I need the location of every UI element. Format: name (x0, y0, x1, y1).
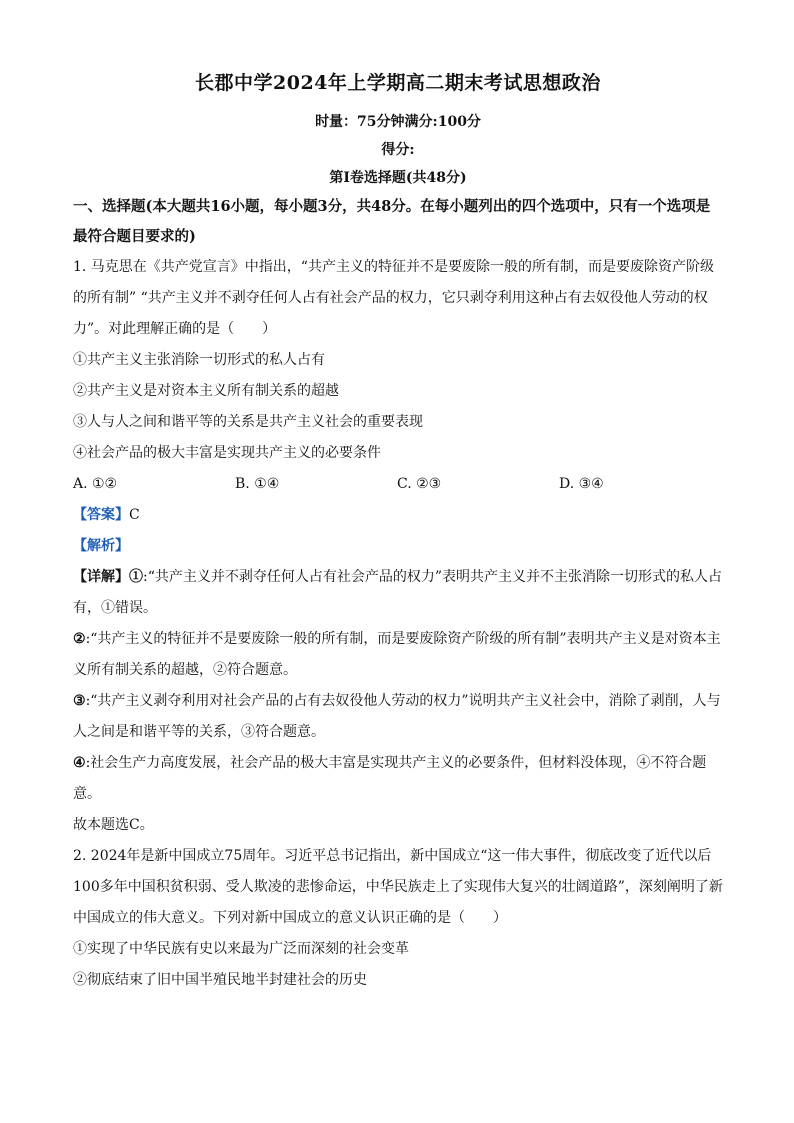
statement-item: ①共产主义主张消除一切形式的私人占有 (73, 352, 325, 368)
answer-tag: 【答案】 (73, 507, 129, 523)
document-page (73, 68, 723, 996)
option-c: C. ②③ (397, 476, 442, 492)
detail-text: :“共产主义并不剥夺任何人占有社会产品的权力”表明共产主义并不主张消除一切形式的私人占有，①错误。 (73, 569, 723, 616)
statement-item: ②彻底结束了旧中国半殖民地半封建社会的历史 (73, 972, 367, 988)
statement-item: ①实现了中华民族有史以来最为广泛而深刻的社会变革 (73, 941, 409, 957)
question-1 (73, 252, 723, 841)
statement-item: ②共产主义是对资本主义所有制关系的超越 (73, 383, 339, 399)
detail-tag: 【详解】 (73, 569, 129, 585)
detail-number: ① (129, 569, 143, 585)
detail-number: ④ (73, 755, 86, 771)
question-2 (73, 841, 723, 996)
detail-number: ③ (73, 693, 86, 709)
answer-value: C (129, 507, 140, 523)
conclusion: 故本题选C。 (73, 817, 154, 833)
time-score-line: 时量：75分钟满分:100分 (315, 114, 481, 130)
detail-text: :“共产主义剥夺利用对社会产品的占有去奴役他人劳动的权力”说明共产主义社会中，消除了剥削，人与人之间是和谐平等的关系，③符合题意。 (73, 693, 721, 740)
option-b: B. ①④ (235, 476, 280, 492)
detail-text: :“共产主义的特征并不是要废除一般的所有制，而是要废除资产阶级的所有制”表明共产主义是对资本主义所有制关系的超越，②符合题意。 (73, 631, 721, 678)
analysis-tag: 【解析】 (73, 538, 129, 554)
detail-paragraph-2 (73, 624, 723, 686)
detail-paragraph-3 (73, 686, 723, 748)
exam-title: 长郡中学2024年上学期高二期末考试思想政治 (195, 72, 601, 94)
option-a: A. ①② (73, 476, 118, 492)
option-d: D. ③④ (559, 476, 604, 492)
volume-heading: 第Ⅰ卷选择题(共48分) (329, 170, 467, 186)
detail-text: :社会生产力高度发展，社会产品的极大丰富是实现共产主义的必要条件，但材料没体现，④不符合题意。 (73, 755, 707, 802)
detail-paragraph-4 (73, 748, 723, 810)
question-stem: 2. 2024年是新中国成立75周年。习近平总书记指出，新中国成立“这一伟大事件，彻底改变了近代以后100多年中国积贫积弱、受人欺凌的悲惨命运，中华民族走上了实现伟大复兴的壮阔道路”，深刻阐明了新中国成立的伟大意义。下列对新中国成立的意义认识正确的是（ ） (73, 848, 723, 926)
analysis-line (73, 531, 723, 562)
statement-item: ③人与人之间和谐平等的关系是共产主义社会的重要表现 (73, 414, 423, 430)
section-heading: 一、选择题(本大题共16小题，每小题3分，共48分。在每小题列出的四个选项中，只有一个选项是最符合题目要求的) (73, 198, 711, 245)
statement-item: ④社会产品的极大丰富是实现共产主义的必要条件 (73, 445, 381, 461)
answer-line (73, 500, 723, 531)
score-line: 得分: (381, 142, 415, 158)
question-stem: 1. 马克思在《共产党宣言》中指出，“共产主义的特征并不是要废除一般的所有制，而是要废除资产阶级的所有制” “共产主义并不剥夺任何人占有社会产品的权力，它只剥夺利用这种占有去奴役他人劳动的权力”。对此理解正确的是（ ） (73, 259, 714, 337)
detail-paragraph-1 (73, 562, 723, 624)
detail-number: ② (73, 631, 86, 647)
answer-options (73, 469, 723, 500)
